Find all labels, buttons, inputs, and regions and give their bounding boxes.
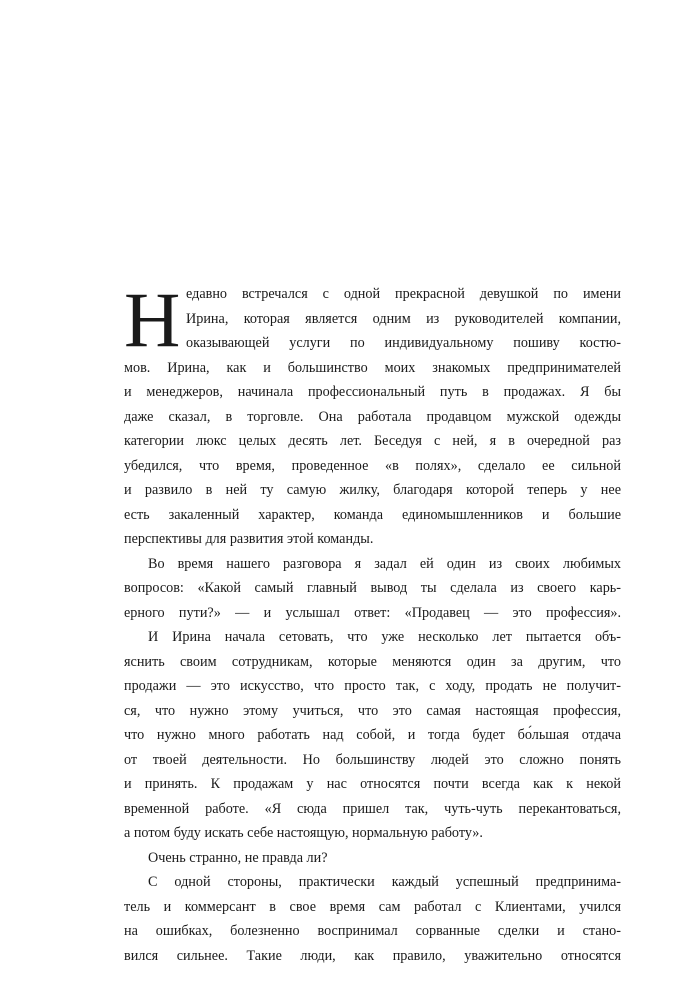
text-line: временной работе. «Я сюда пришел так, чуть-чуть перекантоваться,: [124, 800, 621, 817]
text-line: от твоей деятельности. Но большинству людей это сложно понять: [124, 751, 621, 768]
text-line: продажи — это искусство, что просто так, с ходу, продать не получит-: [124, 678, 621, 694]
text-line: оказывающей услуги по индивидуальному пошиву костю-: [186, 335, 621, 351]
text-line: едавно встречался с одной прекрасной девушкой по имени: [186, 286, 621, 302]
text-line: и развило в ней ту самую жилку, благодаря которой теперь у нее: [124, 482, 621, 498]
text-line: что нужно много работать над собой, и тогда будет бо́льшая отдача: [124, 727, 621, 743]
text-line: И Ирина начала сетовать, что уже несколько лет пытается объ-: [148, 629, 621, 645]
text-line: а потом буду искать себе настоящую, нормальную работу».: [124, 825, 483, 841]
body-text: [124, 276, 621, 968]
text-line: ся, что нужно этому учиться, что это самая настоящая профессия,: [124, 702, 621, 719]
text-line: мов. Ирина, как и большинство моих знакомых предпринимателей: [124, 359, 621, 376]
text-line: тель и коммерсант в свое время сам работал с Клиентами, учился: [124, 898, 621, 915]
drop-cap-letter: Н: [124, 276, 181, 363]
text-line: яснить своим сотрудникам, которые меняются один за другим, что: [124, 653, 621, 670]
text-line: даже сказал, в торговле. Она работала продавцом мужской одежды: [124, 408, 621, 425]
text-line: категории люкс целых десять лет. Беседуя с ней, я в очередной раз: [124, 433, 621, 449]
text-line: Очень странно, не правда ли?: [148, 849, 328, 866]
text-line: Ирина, которая является одним из руководителей компании,: [186, 310, 621, 327]
text-line: перспективы для развития этой команды.: [124, 531, 374, 547]
text-line: убедился, что время, проведенное «в полях», сделало ее сильной: [124, 457, 621, 474]
text-line: вопросов: «Какой самый главный вывод ты сделала из своего карь-: [124, 580, 621, 596]
text-line: ерного пути?» — и услышал ответ: «Продавец — это профессия».: [124, 604, 621, 621]
text-line: С одной стороны, практически каждый успешный предпринима-: [148, 874, 621, 890]
text-line: вился сильнее. Такие люди, как правило, уважительно относятся: [124, 947, 621, 964]
text-line: на ошибках, болезненно воспринимал сорванные сделки и стано-: [124, 923, 621, 939]
text-line: и принять. К продажам у нас относятся почти всегда как к некой: [124, 776, 621, 792]
text-line: и менеджеров, начинала профессиональный путь в продажах. Я бы: [124, 384, 621, 400]
text-line: Во время нашего разговора я задал ей один из своих любимых: [148, 555, 621, 572]
text-line: есть закаленный характер, команда единомышленников и большие: [124, 506, 621, 523]
